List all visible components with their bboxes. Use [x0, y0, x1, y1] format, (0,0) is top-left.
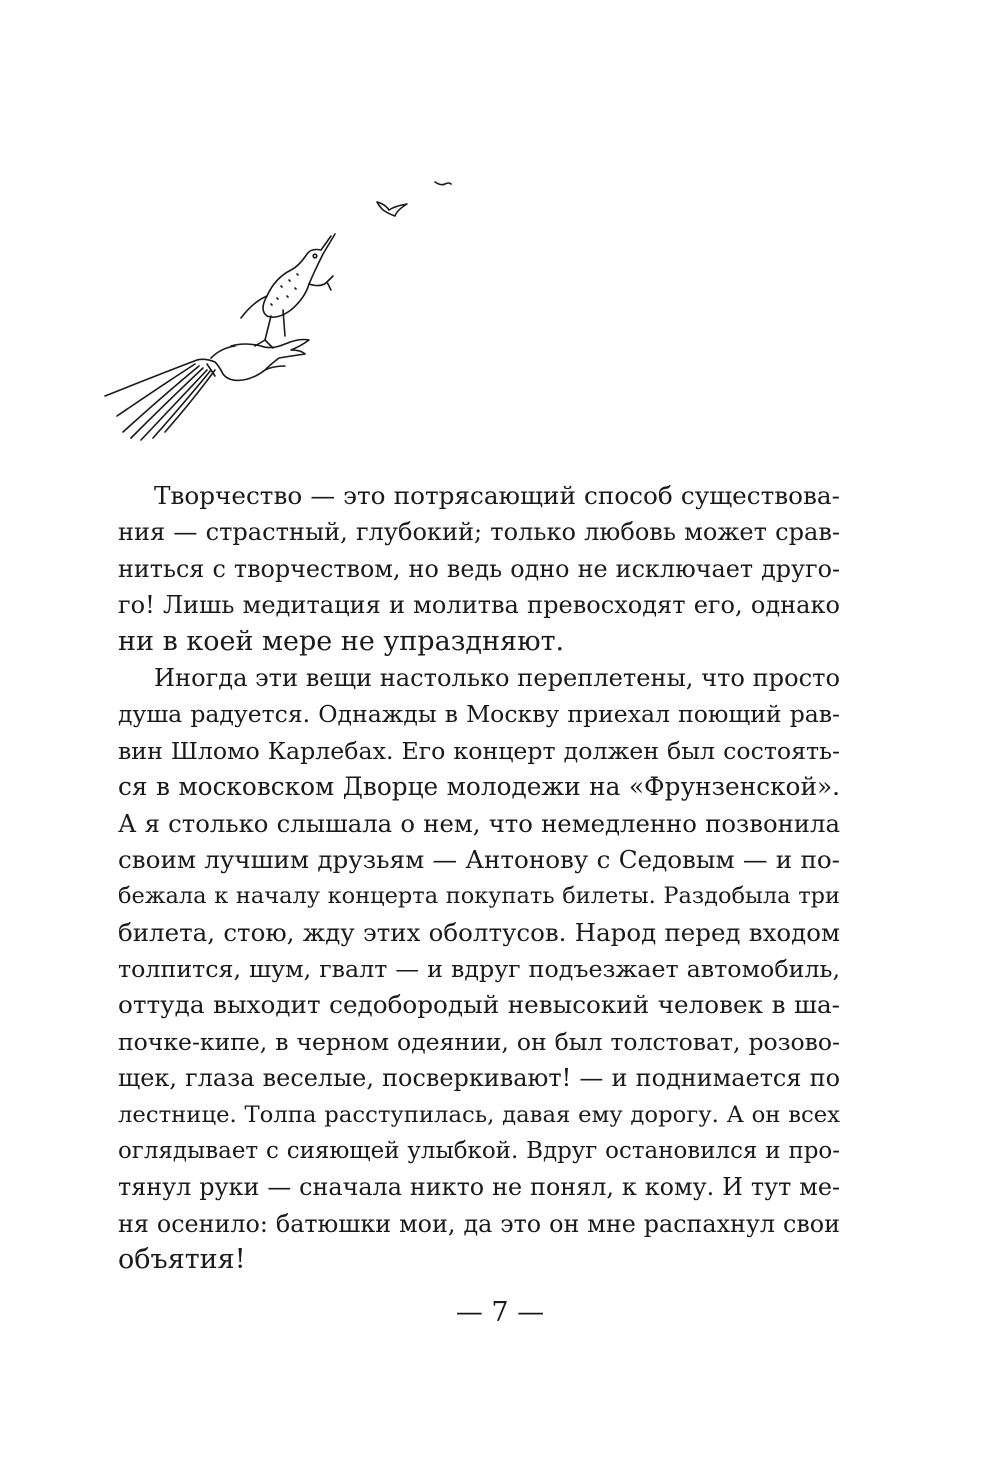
text-line: ня осенило: батюшки мои, да это он мне распахнул свои [118, 1209, 840, 1238]
text-line: бежала к началу концерта покупать билеты. Раздобыла три [118, 883, 840, 910]
page-number: — 7 — [455, 1297, 545, 1328]
text-line: объятия! [118, 1244, 246, 1276]
text-line: тянул руки — сначала никто не понял, к кому. И тут ме- [118, 1173, 840, 1202]
text-line: ния — страстный, глубокий; только любовь может срав- [118, 518, 840, 547]
text-line: почке-кипе, в черном одеянии, он был толстоват, розово- [118, 1027, 840, 1056]
text-line: го! Лишь медитация и молитва превосходят его, однако [118, 591, 840, 620]
text-line: ся в московском Дворце молодежи на «Фрунзенской». [118, 772, 840, 802]
paragraph-2 [118, 660, 840, 1279]
text-line: оглядывает с сияющей улыбкой. Вдруг остановился и про- [118, 1138, 840, 1165]
standing-bird [241, 234, 335, 348]
text-line: щек, глаза веселые, посверкивают! — и поднимается по [118, 1064, 840, 1093]
text-line: ни в коей мере не упраздняют. [118, 625, 565, 657]
text-line: своим лучшим друзьям — Антонову с Седовым — и по- [118, 844, 840, 874]
text-line: лестнице. Толпа расступилась, давая ему дорогу. А он всех [118, 1101, 840, 1128]
small-bird-2 [435, 182, 451, 185]
paragraph-1 [118, 478, 840, 660]
text-line: толпится, шум, гвалт — и вдруг подъезжает автомобиль, [118, 955, 840, 984]
bird-on-hand-drawing [95, 170, 475, 460]
text-line: Иногда эти вещи настолько переплетены, что просто [154, 663, 840, 692]
text-line: А я столько слышала о нем, что немедленно позвонила [118, 808, 840, 838]
brush-strokes [105, 360, 215, 440]
small-bird-1 [377, 202, 407, 216]
text-line: ниться с творчеством, но ведь одно не исключает друго- [118, 554, 840, 583]
text-line: билета, стою, жду этих оболтусов. Народ перед входом [118, 917, 840, 947]
main-text [118, 478, 840, 1279]
text-line: Творчество — это потрясающий способ существова- [154, 481, 840, 510]
text-line: оттуда выходит седобородый невысокий человек в ша- [118, 990, 840, 1020]
text-line: душа радуется. Однажды в Москву приехал поющий рав- [118, 700, 840, 729]
text-line: вин Шломо Карлебах. Его концерт должен был состоять- [118, 736, 840, 765]
